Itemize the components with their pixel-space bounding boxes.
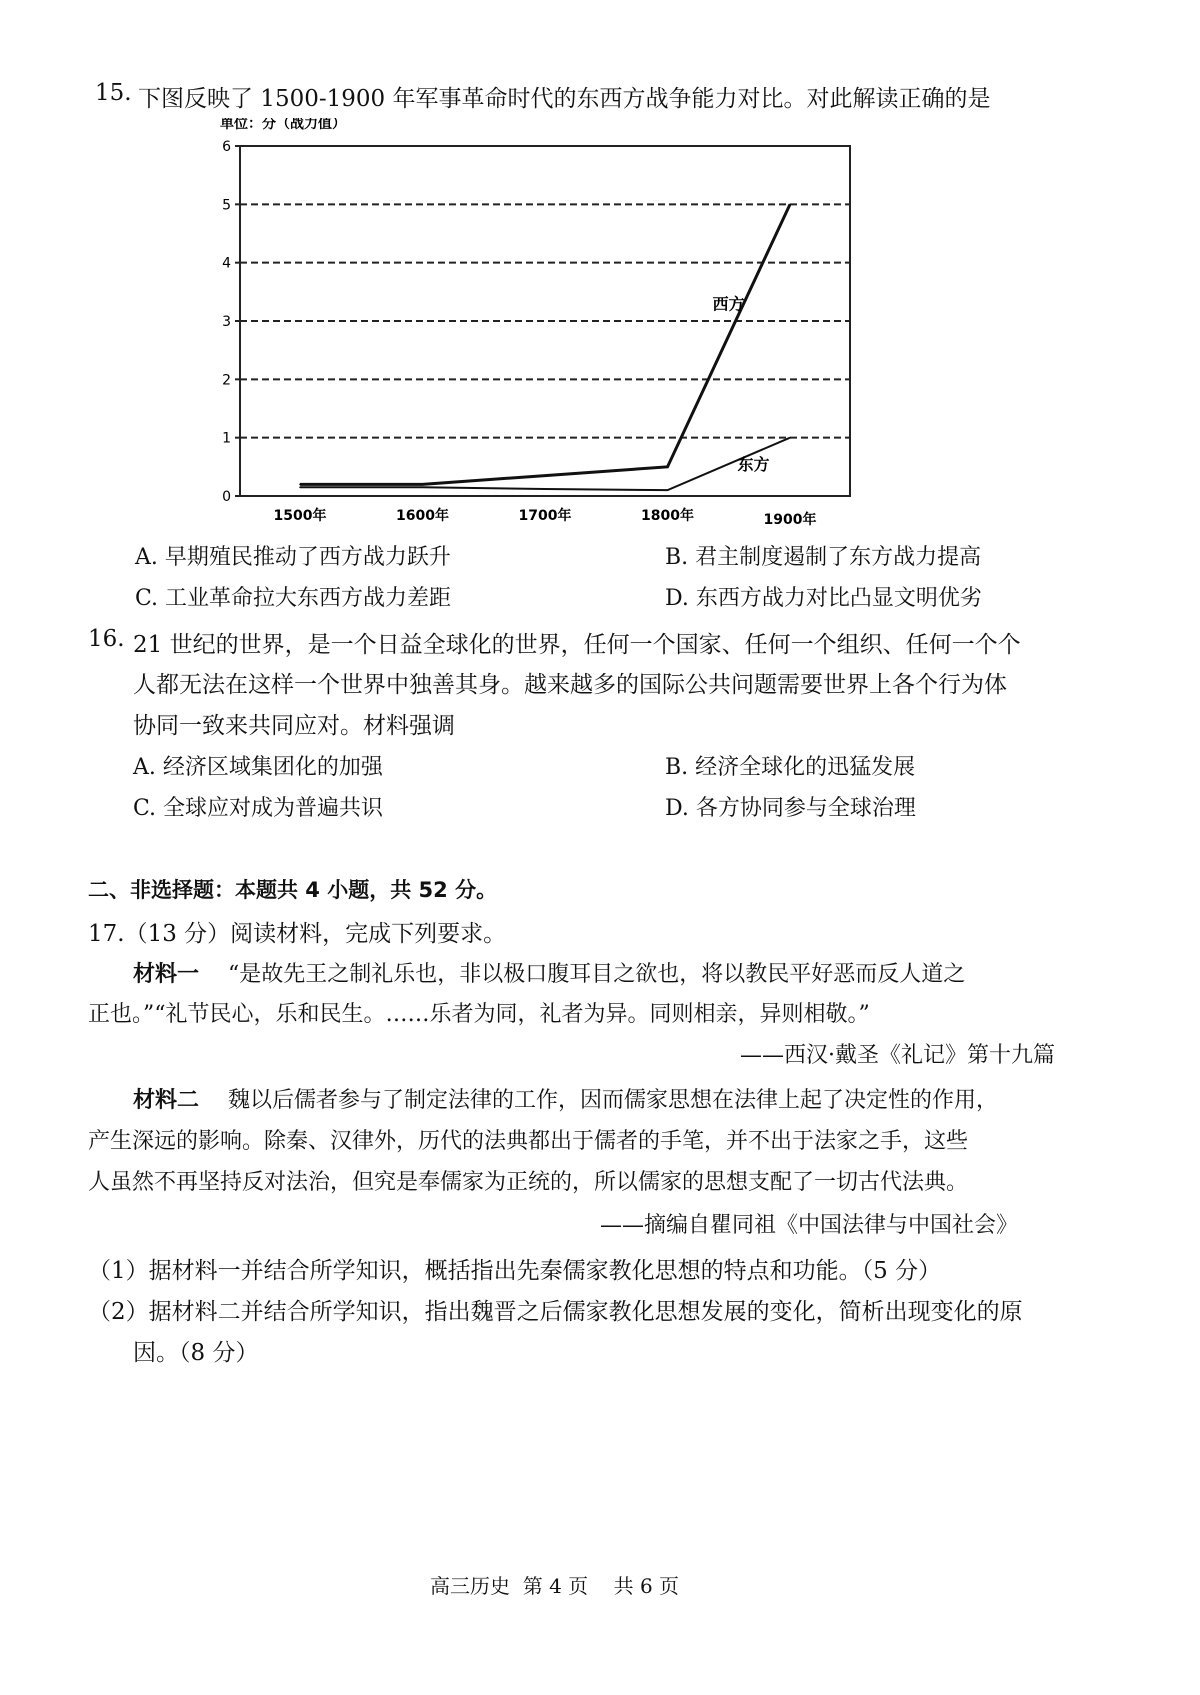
q17-sub-2-line-1: （2）据材料二并结合所学知识，指出魏晋之后儒家教化思想发展的变化，简析出现变化的原 <box>88 1299 1023 1325</box>
x-tick-label: 1500年 <box>273 508 327 524</box>
q17-material2-label: 材料二 <box>133 1088 200 1113</box>
y-tick-label: 2 <box>222 372 231 389</box>
series-line-west <box>300 204 790 484</box>
q16-line-3: 协同一致来共同应对。材料强调 <box>133 713 455 739</box>
q15-stem: 下图反映了 1500-1900 年军事革命时代的东西方战争能力对比。对此解读正确的是 <box>138 86 991 112</box>
section2-heading: 二、非选择题：本题共 4 小题，共 52 分。 <box>88 878 498 902</box>
q16-option-a: A. 经济区域集团化的加强 <box>133 755 383 780</box>
q15-option-b: B. 君主制度遏制了东方战力提高 <box>665 545 982 570</box>
q15-option-d: D. 东西方战力对比凸显文明优劣 <box>665 586 982 611</box>
series-label: 东方 <box>737 454 770 474</box>
q15-number: 15. <box>95 80 132 106</box>
x-tick-label: 1900年 <box>763 512 817 528</box>
q17-material1-source: ——西汉·戴圣《礼记》第十九篇 <box>740 1043 1055 1068</box>
y-tick-label: 1 <box>222 430 231 447</box>
y-tick-label: 4 <box>222 255 231 272</box>
q16-line-1: 21 世纪的世界，是一个日益全球化的世界，任何一个国家、任何一个组织、任何一个个 <box>133 632 1021 658</box>
chart-svg <box>212 118 872 538</box>
data-point <box>789 204 791 206</box>
q15-option-a: A. 早期殖民推动了西方战力跃升 <box>135 545 451 570</box>
q16-option-b: B. 经济全球化的迅猛发展 <box>665 755 916 780</box>
q17-material2-line-2: 产生深远的影响。除秦、汉律外，历代的法典都出于儒者的手笔，并不出于法家之手，这些 <box>88 1129 969 1154</box>
q17-material2-line-3: 人虽然不再坚持反对法治，但究是奉儒家为正统的，所以儒家的思想支配了一切古代法典。 <box>88 1170 969 1195</box>
q16-line-2: 人都无法在这样一个世界中独善其身。越来越多的国际公共问题需要世界上各个行为体 <box>133 672 1007 698</box>
combat-power-chart <box>212 118 872 538</box>
q16-option-c: C. 全球应对成为普遍共识 <box>133 796 384 821</box>
q15-option-c: C. 工业革命拉大东西方战力差距 <box>135 586 452 611</box>
q17-material1-line-1: “是故先王之制礼乐也，非以极口腹耳目之欲也，将以教民平好恶而反人道之 <box>228 962 966 987</box>
x-tick-label: 1800年 <box>641 508 694 524</box>
q16-number: 16. <box>88 626 125 652</box>
chart-unit-label: 单位：分（战力值） <box>220 118 346 132</box>
q17-sub-2-line-2: 因。（8 分） <box>133 1340 259 1366</box>
q17-material2-source: ——摘编自瞿同祖《中国法律与中国社会》 <box>600 1213 1019 1238</box>
q17-material2-line-1: 魏以后儒者参与了制定法律的工作，因而儒家思想在法律上起了决定性的作用， <box>228 1088 999 1113</box>
y-tick-label: 0 <box>222 489 231 505</box>
q17-material1-label: 材料一 <box>133 962 200 987</box>
q17-material1-line-2: 正也。”“礼节民心，乐和民生。……乐者为同，礼者为异。同则相亲，异则相敬。” <box>88 1002 870 1027</box>
series-label: 西方 <box>712 294 745 314</box>
q17-intro: 17.（13 分）阅读材料，完成下列要求。 <box>88 921 507 947</box>
x-tick-label: 1600年 <box>396 508 449 524</box>
data-point <box>789 437 791 439</box>
data-point <box>299 484 301 486</box>
data-point <box>667 466 669 468</box>
data-point <box>544 488 546 490</box>
page-footer: 高三历史 第 4 页 共 6 页 <box>430 1574 680 1598</box>
y-tick-label: 5 <box>222 197 231 214</box>
data-point <box>299 486 301 488</box>
data-point <box>422 484 424 486</box>
series-line-east <box>300 438 790 491</box>
data-point <box>667 489 669 491</box>
q17-sub-1: （1）据材料一并结合所学知识，概括指出先秦儒家教化思想的特点和功能。（5 分） <box>88 1258 942 1284</box>
data-point <box>544 475 546 477</box>
x-tick-label: 1700年 <box>518 508 572 524</box>
data-point <box>422 486 424 488</box>
q16-option-d: D. 各方协同参与全球治理 <box>665 796 916 821</box>
y-tick-label: 3 <box>222 314 231 330</box>
y-tick-label: 6 <box>222 139 231 155</box>
